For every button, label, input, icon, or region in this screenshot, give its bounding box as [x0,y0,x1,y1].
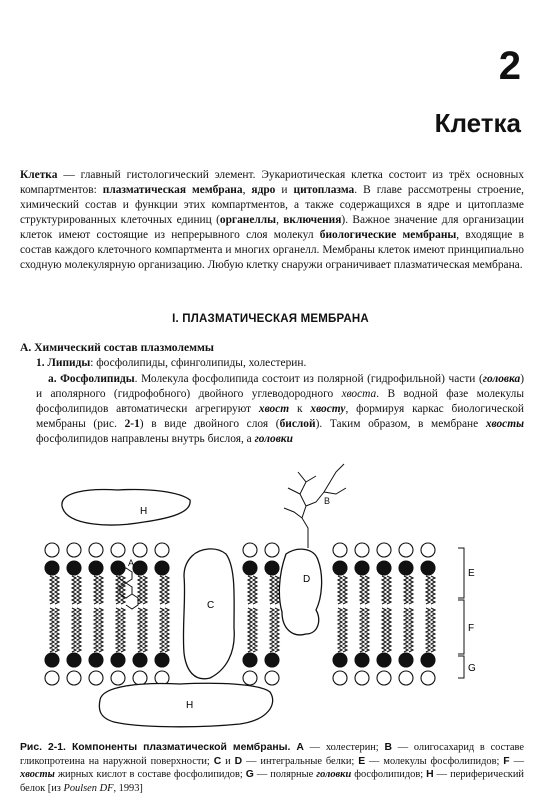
term-nucleus: ядро [251,184,276,196]
fatty-acid-tail [360,576,369,604]
section-heading: I. ПЛАЗМАТИЧЕСКАЯ МЕМБРАНА [172,313,369,325]
fatty-acid-tail [160,576,169,604]
lipid-head-inner [333,653,347,667]
fatty-acid-tail [50,576,59,604]
lipid-head-inner [67,561,81,575]
caption-key: D [234,755,243,767]
fatty-acid-tail [160,608,169,652]
caption-citation: Poulsen DF [63,782,114,794]
caption-text: — [509,755,524,767]
fatty-acid-tail [94,576,103,604]
item-lipids-label: 1. Липиды [36,357,91,369]
lipid-head-inner [243,653,257,667]
caption-term: хвосты [20,769,55,780]
lipid-head-outer [111,671,125,685]
caption-key: Е [358,755,366,767]
intro-text: . В главе рассмотрены строение, химический состав и функции этих компартментов, а также содержащихся в ядре и цитоплазме структурированных клеточных единиц ( [20,184,525,226]
fatty-acid-tail [338,576,347,604]
lipid-head-outer [243,543,257,557]
lipid-head-inner [333,561,347,575]
term-inclusions: включения [283,214,342,226]
integral-protein-c [183,549,234,679]
lipid-head-inner [355,561,369,575]
lipid-head-inner [133,653,147,667]
integral-protein-d [279,549,321,635]
lipid-head-inner [377,653,391,667]
lipid-head-outer [377,543,391,557]
peripheral-protein-bottom [99,683,272,727]
caption-text: — олигосахарид в составе гликопротеина на наружной поверхности; [20,742,524,767]
label-e: E [468,568,475,579]
fatty-acid-tail [426,608,435,652]
intro-text: и [275,184,294,196]
fatty-acid-tail [404,576,413,604]
lipid-head-outer [89,671,103,685]
lipid-head-outer [265,543,279,557]
para-text: фосфолипидов направлены внутрь бислоя, а [36,433,255,445]
caption-text: фосфолипидов; [351,769,427,780]
fatty-acid-tail [116,608,125,652]
caption-text: — молекулы фосфолипидов; [365,755,504,767]
intro-text: — главный гистологический элемент. Эукариотическая клетка состоит из трёх основных компартментов: [20,169,524,196]
caption-key: G [245,769,254,780]
lipid-head-inner [355,653,369,667]
term-bilayer: бислой [279,418,316,430]
fatty-acid-tail [72,576,81,604]
caption-text: жирных кислот в составе фосфолипидов; [54,769,246,780]
lipid-head-inner [265,561,279,575]
lipid-head-outer [399,671,413,685]
term-tail: хвоста [341,388,377,400]
phospholipid-bilayer [45,543,435,685]
caption-text: — полярные [253,769,317,780]
para-text: к [289,403,311,415]
fatty-acid-tail [382,576,391,604]
lipid-head-inner [89,561,103,575]
figure-caption [20,741,524,795]
fatty-acid-tail [426,576,435,604]
label-f: F [468,623,475,634]
label-b: B [324,496,331,506]
intro-text: , [276,214,284,226]
caption-key: F [503,755,510,767]
caption-text: — холестерин; [303,742,385,753]
lipid-head-inner [89,653,103,667]
lipid-head-outer [333,671,347,685]
para-text: . Молекула фосфолипида состоит из полярной (гидрофильной) части ( [134,373,483,385]
lipid-head-outer [133,671,147,685]
caption-key: Н [426,769,434,780]
caption-text: и [221,755,235,767]
term-bio-membranes: биологические мембраны [319,229,457,241]
fatty-acid-tail [404,608,413,652]
label-g: G [468,663,476,674]
lipid-head-outer [355,543,369,557]
lipid-head-inner [377,561,391,575]
lipid-head-inner [133,561,147,575]
caption-text: — периферический белок [из [20,769,524,794]
term-cytoplasm: цитоплазма [293,184,355,196]
lipid-head-outer [421,543,435,557]
lipid-head-outer [265,671,279,685]
label-a: A [128,558,135,568]
term-head: головка [482,373,521,385]
lipid-head-outer [421,671,435,685]
item-lipids-text: : фосфолипиды, сфинголипиды, холестерин. [90,357,307,369]
lipid-head-inner [155,561,169,575]
para-text: ) и аполярного (гидрофобного) двойного углеводородного [36,373,524,400]
intro-text: ). Важное значение для организации клеток имеют состоящие из непрерывного слоя молекул [20,214,524,241]
para-text: ). Таким образом, в мембране [315,418,486,430]
caption-key: А [290,742,304,753]
term-tail: хвосту [310,403,346,415]
term-organelles: органеллы [219,214,277,226]
term-plasma-membrane: плазматическая мембрана [102,184,243,196]
term-cell: Клетка [20,169,58,181]
lipid-head-inner [421,653,435,667]
lipid-head-outer [355,671,369,685]
label-c: C [207,600,215,611]
fatty-acid-tail [382,608,391,652]
lipid-head-outer [45,671,59,685]
oligosaccharide-b [284,464,346,548]
lipid-head-outer [111,543,125,557]
fatty-acid-tail [248,576,257,604]
para-text: , формируя каркас биологической мембраны (рис. [36,403,524,430]
brackets [458,548,464,678]
lipid-head-outer [67,671,81,685]
fatty-acid-tail [338,608,347,652]
lipid-head-inner [45,653,59,667]
lipid-head-inner [67,653,81,667]
lipid-head-inner [399,653,413,667]
lipid-head-inner [265,653,279,667]
lipid-head-outer [155,543,169,557]
lipid-head-outer [89,543,103,557]
membrane-figure [40,448,520,738]
lipid-head-outer [67,543,81,557]
para-text: ) в виде двойного слоя ( [139,418,280,430]
chapter-title: Клетка [434,108,521,138]
lipid-head-inner [155,653,169,667]
term-tails: хвосты [485,418,524,430]
lipid-head-outer [133,543,147,557]
fatty-acid-tail [138,608,147,652]
lipid-head-outer [377,671,391,685]
caption-text: — интегральные белки; [242,755,359,767]
lipid-head-inner [421,561,435,575]
term-phospholipids: а. Фосфолипиды [48,373,135,385]
caption-key: С [213,755,222,767]
fatty-acid-tail [138,576,147,604]
lipid-head-outer [399,543,413,557]
caption-term: головки [316,769,352,780]
intro-text: , [242,184,252,196]
intro-text: , входящие в состав каждого клеточного компартмента и многих органелл. Мембраны клеток имеют принципиально сходную молекулярную организацию. Любую клетку снаружи ограничивает плазматическая мембрана. [20,229,524,271]
para-text: . В водной фазе молекулы фосфолипидов автоматически агрегируют [36,388,525,415]
fatty-acid-tail [72,608,81,652]
lipid-head-outer [45,543,59,557]
phospholipids-paragraph [36,372,524,447]
figure-ref: 2-1 [124,418,140,430]
lipid-head-inner [399,561,413,575]
fatty-acid-tail [248,608,257,652]
label-h-bottom: H [186,700,194,711]
lipid-head-inner [111,653,125,667]
intro-paragraph [20,168,524,273]
caption-title: Рис. 2-1. Компоненты плазматической мембраны. [20,742,291,753]
lipid-head-outer [243,671,257,685]
lipid-head-outer [333,543,347,557]
fatty-acid-tail [50,608,59,652]
caption-text: , 1993] [113,782,143,794]
lipid-head-inner [111,561,125,575]
fatty-acid-tail [360,608,369,652]
fatty-acid-tail [94,608,103,652]
term-heads: головки [254,433,293,445]
lipid-head-inner [243,561,257,575]
fatty-acid-tail [270,608,279,652]
lipid-head-inner [45,561,59,575]
fatty-acid-tail [270,576,279,604]
caption-key: В [384,742,392,753]
subsection-heading: А. Химический состав плазмолеммы [20,341,214,354]
chapter-number: 2 [498,44,521,88]
term-tail: хвост [258,403,290,415]
item-lipids [36,357,306,369]
label-d: D [303,574,311,585]
peripheral-protein-top [62,489,190,524]
label-h-top: H [140,506,148,517]
